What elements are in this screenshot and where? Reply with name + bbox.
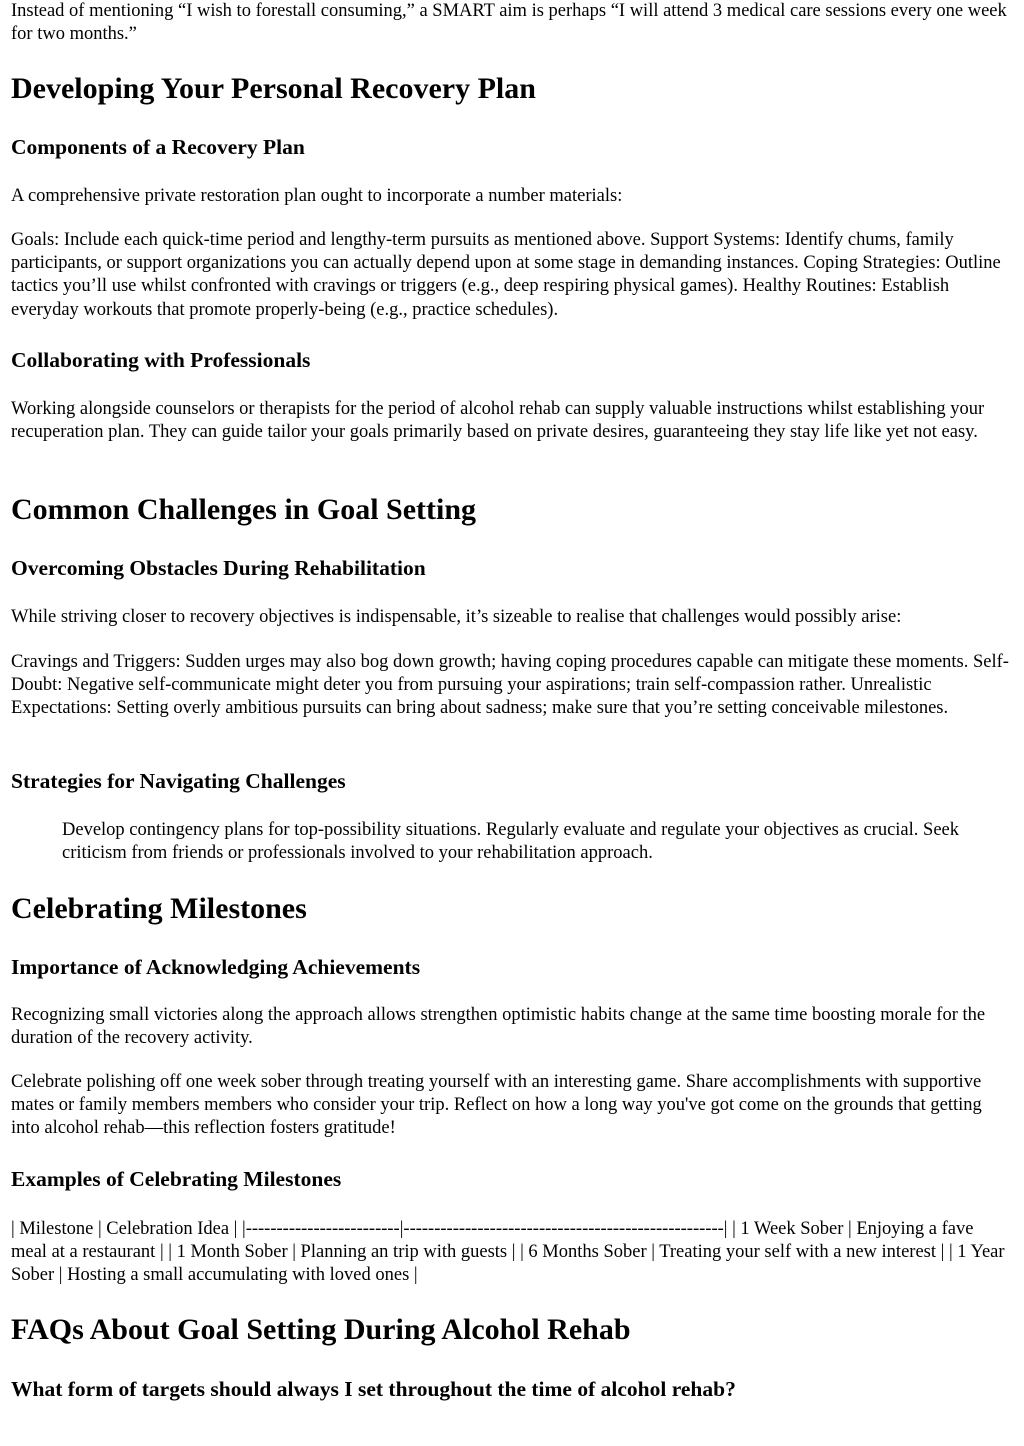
heading-common-challenges: Common Challenges in Goal Setting bbox=[11, 493, 477, 526]
subheading-importance: Importance of Acknowledging Achievements bbox=[11, 955, 421, 979]
milestones-table-text: | Milestone | Celebration Idea | |-------------------------|----------------------------------------------------| | 1 Week Sober | Enjoying a fave meal at a restaurant | | 1 Month Sober | Planning an trip with guests | | 6 Months Sober | Treating your self with a new interest | | 1 Year Sober | Hosting a small accumulating with loved ones | bbox=[11, 1219, 1005, 1286]
professionals-paragraph: Working alongside counselors or therapists for the period of alcohol rehab can supply valuable instructions whilst establishing your recuperation plan. They can guide tailor your goals primarily based on private desires, guaranteeing they stay life like yet not easy. bbox=[11, 399, 985, 443]
obstacles-paragraph-2: Cravings and Triggers: Sudden urges may also bog down growth; having coping procedures capable can mitigate these moments. Self-Doubt: Negative self-communicate might deter you from pursuing your aspirations; train self-compassion rather. Unrealistic Expectations: Setting overly ambitious pursuits can bring about sadness; make sure that you’re setting conceivable milestones. bbox=[11, 652, 1009, 719]
components-paragraph-2: Goals: Include each quick-time period and lengthy-term pursuits as mentioned above. Support Systems: Identify chums, family participants, or support organizations you can actually depend upon at some stage in demanding instances. Coping Strategies: Outline tactics you’ll use whilst confronted with cravings or triggers (e.g., deep respiring physical games). Healthy Routines: Establish everyday workouts that promote properly-being (e.g., practice schedules). bbox=[11, 230, 1001, 320]
subheading-strategies: Strategies for Navigating Challenges bbox=[11, 769, 346, 793]
strategies-blockquote: Develop contingency plans for top-possibility situations. Regularly evaluate and regulate your objectives as crucial. Seek criticism from friends or professionals involved to your rehabilitation approach. bbox=[62, 820, 959, 864]
heading-recovery-plan: Developing Your Personal Recovery Plan bbox=[11, 72, 536, 105]
subheading-professionals: Collaborating with Professionals bbox=[11, 348, 311, 372]
obstacles-paragraph-1: While striving closer to recovery objectives is indispensable, it’s sizeable to realise that challenges would possibly arise: bbox=[11, 607, 902, 627]
heading-faqs: FAQs About Goal Setting During Alcohol Rehab bbox=[11, 1313, 631, 1346]
heading-celebrating-milestones: Celebrating Milestones bbox=[11, 892, 307, 925]
subheading-obstacles: Overcoming Obstacles During Rehabilitation bbox=[11, 556, 426, 580]
subheading-examples: Examples of Celebrating Milestones bbox=[11, 1167, 342, 1191]
faq-question-1: What form of targets should always I set throughout the time of alcohol rehab? bbox=[11, 1377, 736, 1401]
importance-paragraph-1: Recognizing small victories along the approach allows strengthen optimistic habits change at the same time boosting morale for the duration of the recovery activity. bbox=[11, 1005, 986, 1049]
importance-paragraph-2: Celebrate polishing off one week sober through treating yourself with an interesting game. Share accomplishments with supportive mates or family members members who consider your trip. Reflect on how a long way you've got come on the grounds that getting into alcohol rehab—this reflection fosters gratitude! bbox=[11, 1072, 982, 1139]
subheading-components: Components of a Recovery Plan bbox=[11, 135, 305, 159]
intro-paragraph: Instead of mentioning “I wish to forestall consuming,” a SMART aim is perhaps “I will attend 3 medical care sessions every one week for two months.” bbox=[11, 1, 1007, 45]
components-paragraph-1: A comprehensive private restoration plan ought to incorporate a number materials: bbox=[11, 186, 623, 206]
